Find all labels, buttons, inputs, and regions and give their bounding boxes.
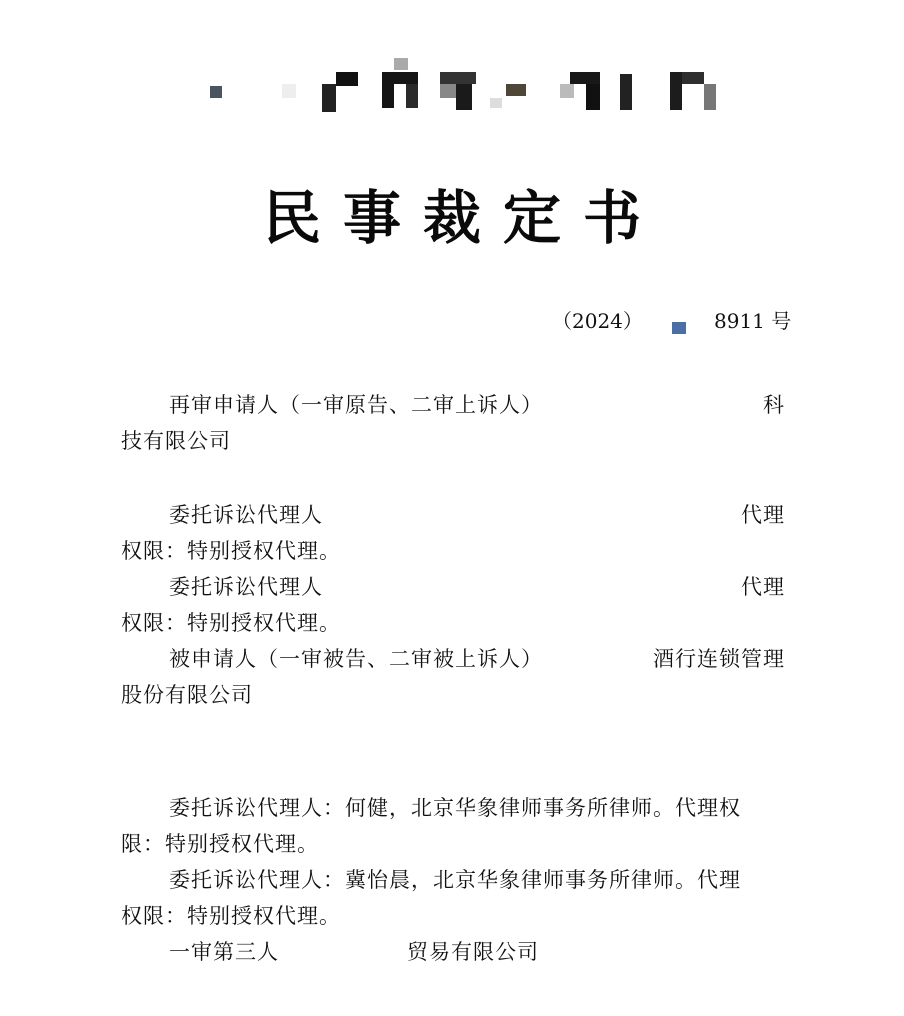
third-party-name-tail: 贸易有限公司 (407, 940, 539, 964)
respondent-agent2-line2: 权限：特别授权代理。 (121, 904, 341, 928)
applicant-agents (121, 497, 785, 713)
applicant-paragraph (121, 387, 785, 459)
applicant-agent1-label: 委托诉讼代理人 (169, 503, 323, 527)
respondent-name-tail: 酒行连锁管理 (653, 647, 785, 671)
applicant-agent1-authority: 权限：特别授权代理。 (121, 539, 341, 563)
third-party-label: 一审第三人 (169, 940, 279, 964)
respondent-role: 被申请人（一审被告、二审被上诉人） (169, 647, 543, 671)
applicant-agent2-label: 委托诉讼代理人 (169, 575, 323, 599)
document-title: 民事裁定书 (262, 184, 663, 252)
applicant-agent1-tail: 代理 (741, 503, 785, 527)
respondent-agent2-line1: 委托诉讼代理人：冀怡晨，北京华象律师事务所律师。代理 (169, 868, 741, 892)
applicant-name-tail: 科 (763, 393, 785, 417)
case-number-suffix: 8911 号 (714, 309, 792, 333)
respondent-agent1-line1: 委托诉讼代理人：何健，北京华象律师事务所律师。代理权 (169, 796, 741, 820)
applicant-agent2-tail: 代理 (741, 575, 785, 599)
applicant-agent2-authority: 权限：特别授权代理。 (121, 611, 341, 635)
respondent-name-cont: 股份有限公司 (121, 683, 253, 707)
applicant-name-cont: 技有限公司 (121, 429, 231, 453)
respondent-agent1-line2: 限：特别授权代理。 (121, 832, 319, 856)
case-number-year: （2024） (552, 309, 643, 333)
applicant-role: 再审申请人（一审原告、二审上诉人） (169, 393, 543, 417)
respondent-agents (121, 790, 785, 970)
case-number-redacted (672, 322, 686, 334)
court-name-redacted (150, 54, 730, 116)
